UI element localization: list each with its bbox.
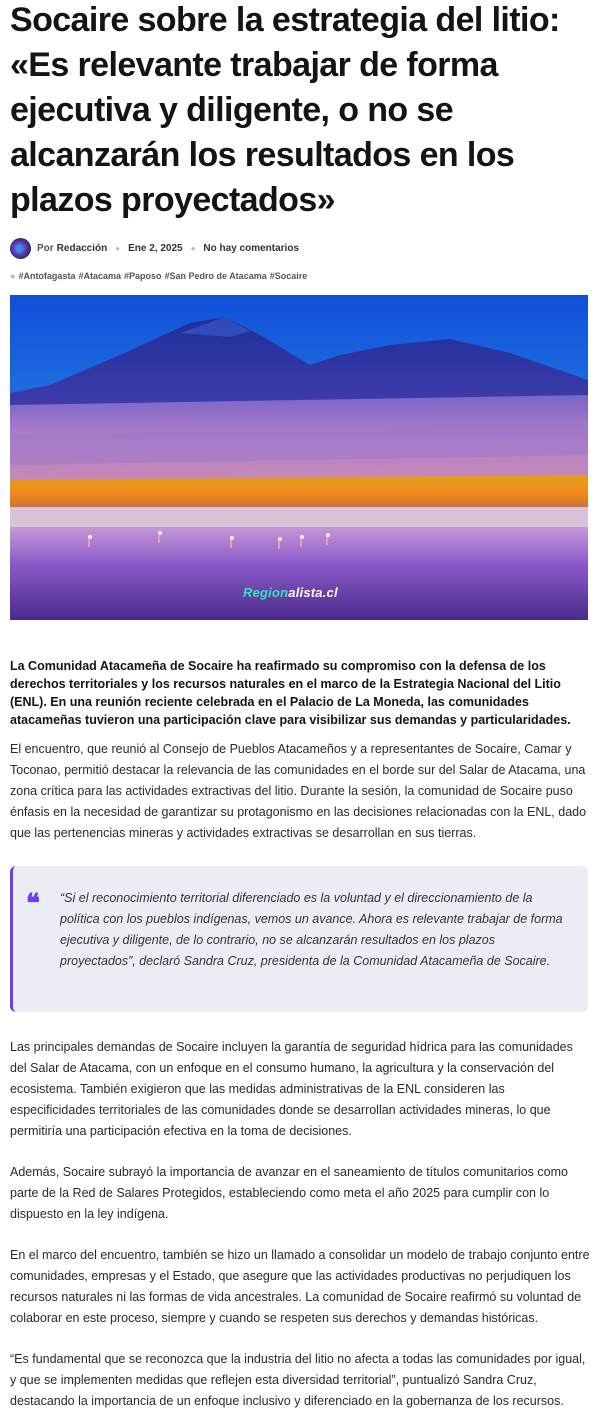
tag-bullet-icon: ● xyxy=(10,271,16,281)
landscape-illustration xyxy=(10,295,588,620)
tag-link[interactable]: #Antofagasta xyxy=(18,271,76,281)
body-paragraph: Las principales demandas de Socaire incluyen la garantía de seguridad hídrica para las comunidades del Salar de Atacama, con un enfoque en el consumo humano, la agricultura y la conservación del ecosistema. También exigieron que las medidas administrativas de la ENL consideren las especificidades territoriales de las comunidades donde se desarrollan actividades mineras, lo que permitiría una participación efectiva en la toma de decisiones. xyxy=(10,1040,573,1138)
body-paragraph: Además, Socaire subrayó la importancia de avanzar en el saneamiento de títulos comunitarios como parte de la Red de Salares Protegidos, estableciendo como meta el año 2025 para cumplir con lo dispuesto en la ley indígena. xyxy=(10,1165,568,1221)
author-link[interactable]: Redacción xyxy=(56,242,108,254)
brand-part-2: alista.cl xyxy=(288,585,338,600)
tag-link[interactable]: #Paposo xyxy=(123,271,162,281)
body-paragraph: En el marco del encuentro, también se hizo un llamado a consolidar un modelo de trabajo conjunto entre comunidades, empresas y el Estado, que asegure que las actividades productivas no perjudiquen los recursos naturales ni las formas de vida ancestrales. La comunidad de Socaire reafirmó su voluntad de colaborar en este proceso, siempre y cuando se respeten sus derechos y demandas históricas. xyxy=(10,1248,590,1325)
article-title: Socaire sobre la estrategia del litio: «Es relevante trabajar de forma ejecutiva y diligente, o no se alcanzarán los resultados en los plazos proyectados» xyxy=(10,1,560,219)
quote-text: “Si el reconocimiento territorial diferenciado es la voluntad y el direccionamiento de la política con los pueblos indígenas, vemos un avance. Ahora es relevante trabajar de forma ejecutiva y diligente, de lo contrario, no se alcanzarán resultados en los plazos proyectados”, declaró Sandra Cruz, presidenta de la Comunidad Atacameña de Socaire. xyxy=(60,891,563,968)
meta-separator-dot: ● xyxy=(190,243,196,253)
article-meta xyxy=(10,236,590,260)
comments-link[interactable]: No hay comentarios xyxy=(203,242,300,254)
tag-link[interactable]: #Atacama xyxy=(78,271,121,281)
hero-image xyxy=(10,295,588,620)
brand-watermark xyxy=(243,585,338,600)
body-paragraph: “Es fundamental que se reconozca que la industria del litio no afecta a todas las comunidades por igual, y que se implementen medidas que reflejen esta diversidad territorial”, puntualizó Sandra Cruz, destacando la importancia de un enfoque inclusivo y diferenciado en la gobernanza de los recursos. xyxy=(10,1352,586,1408)
publish-date: Ene 2, 2025 xyxy=(128,242,183,254)
pull-quote xyxy=(10,866,588,1012)
meta-separator-dot: ● xyxy=(115,243,121,253)
tag-link[interactable]: #San Pedro de Atacama xyxy=(164,271,267,281)
tag-list xyxy=(10,271,590,285)
author-by-label: Por xyxy=(37,242,54,254)
tag-link[interactable]: #Socaire xyxy=(269,271,308,281)
lead-paragraph: La Comunidad Atacameña de Socaire ha reafirmado su compromiso con la defensa de los derechos territoriales y los recursos naturales en el marco de la Estrategia Nacional del Litio (ENL). En una reunión reciente celebrada en el Palacio de La Moneda, las comunidades atacameñas tuvieron una participación clave para visibilizar sus demandas y particularidades. xyxy=(10,659,571,727)
body-paragraph: El encuentro, que reunió al Consejo de Pueblos Atacameños y a representantes de Socaire, Camar y Toconao, permitió destacar la relevancia de las comunidades en el borde sur del Salar de Atacama, una zona crítica para las actividades extractivas del litio. Durante la sesión, la comunidad de Socaire puso énfasis en la necesidad de garantizar su protagonismo en las decisiones relacionadas con la ENL, dado que las pertenencias mineras y actividades extractivas se desarrollan en sus tierras. xyxy=(10,742,587,840)
quote-icon: ❝ xyxy=(26,889,40,919)
brand-part-1: Region xyxy=(243,585,289,600)
author-avatar[interactable] xyxy=(10,238,31,259)
